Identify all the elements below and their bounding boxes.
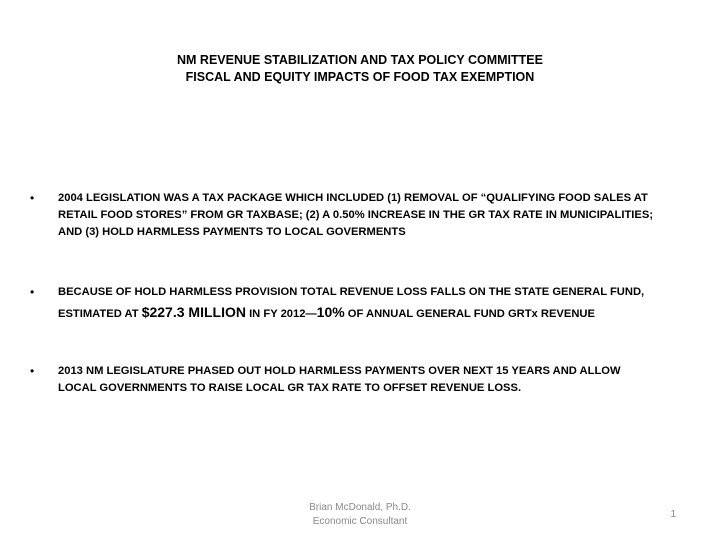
bullet-line: BECAUSE OF HOLD HARMLESS PROVISION TOTAL REVENUE LOSS FALLS ON THE STATE GENERAL FUND, (58, 286, 645, 298)
bullet-marker: • (30, 364, 35, 378)
revenue-loss-percent: 10% (316, 304, 345, 320)
footer-author: Brian McDonald, Ph.D. (309, 502, 411, 513)
bullet-text (58, 363, 698, 397)
bullet-text (58, 284, 698, 323)
slide-title-line-1: NM REVENUE STABILIZATION AND TAX POLICY COMMITTEE (177, 53, 543, 67)
bullet-marker: • (30, 285, 35, 299)
revenue-loss-amount: $227.3 MILLION (141, 304, 246, 320)
bullet-text (58, 190, 698, 241)
bullet-line: 2004 LEGISLATION WAS A TAX PACKAGE WHICH INCLUDED (1) REMOVAL OF “QUALIFYING FOOD SALES AT (58, 192, 648, 204)
bullet-marker: • (30, 191, 35, 205)
estimate-prefix: ESTIMATED AT (58, 308, 142, 320)
page-number: 1 (670, 509, 676, 520)
footer-role: Economic Consultant (312, 516, 408, 527)
bullet-line: AND (3) HOLD HARMLESS PAYMENTS TO LOCAL GOVERMENTS (58, 226, 406, 238)
slide-title-line-2: FISCAL AND EQUITY IMPACTS OF FOOD TAX EXEMPTION (185, 70, 535, 84)
bullet-line: LOCAL GOVERNMENTS TO RAISE LOCAL GR TAX RATE TO OFFSET REVENUE LOSS. (58, 382, 522, 394)
slide-footer (230, 501, 490, 529)
bullet-line: 2013 NM LEGISLATURE PHASED OUT HOLD HARMLESS PAYMENTS OVER NEXT 15 YEARS AND ALLOW (58, 365, 621, 377)
estimate-mid: IN FY 2012— (245, 308, 317, 320)
bullet-line-estimate (58, 304, 698, 323)
estimate-suffix: OF ANNUAL GENERAL FUND GRTx REVENUE (344, 308, 595, 320)
bullet-line: RETAIL FOOD STORES” FROM GR TAXBASE; (2) A 0.50% INCREASE IN THE GR TAX RATE IN MUNICIPALITIES; (58, 209, 654, 221)
